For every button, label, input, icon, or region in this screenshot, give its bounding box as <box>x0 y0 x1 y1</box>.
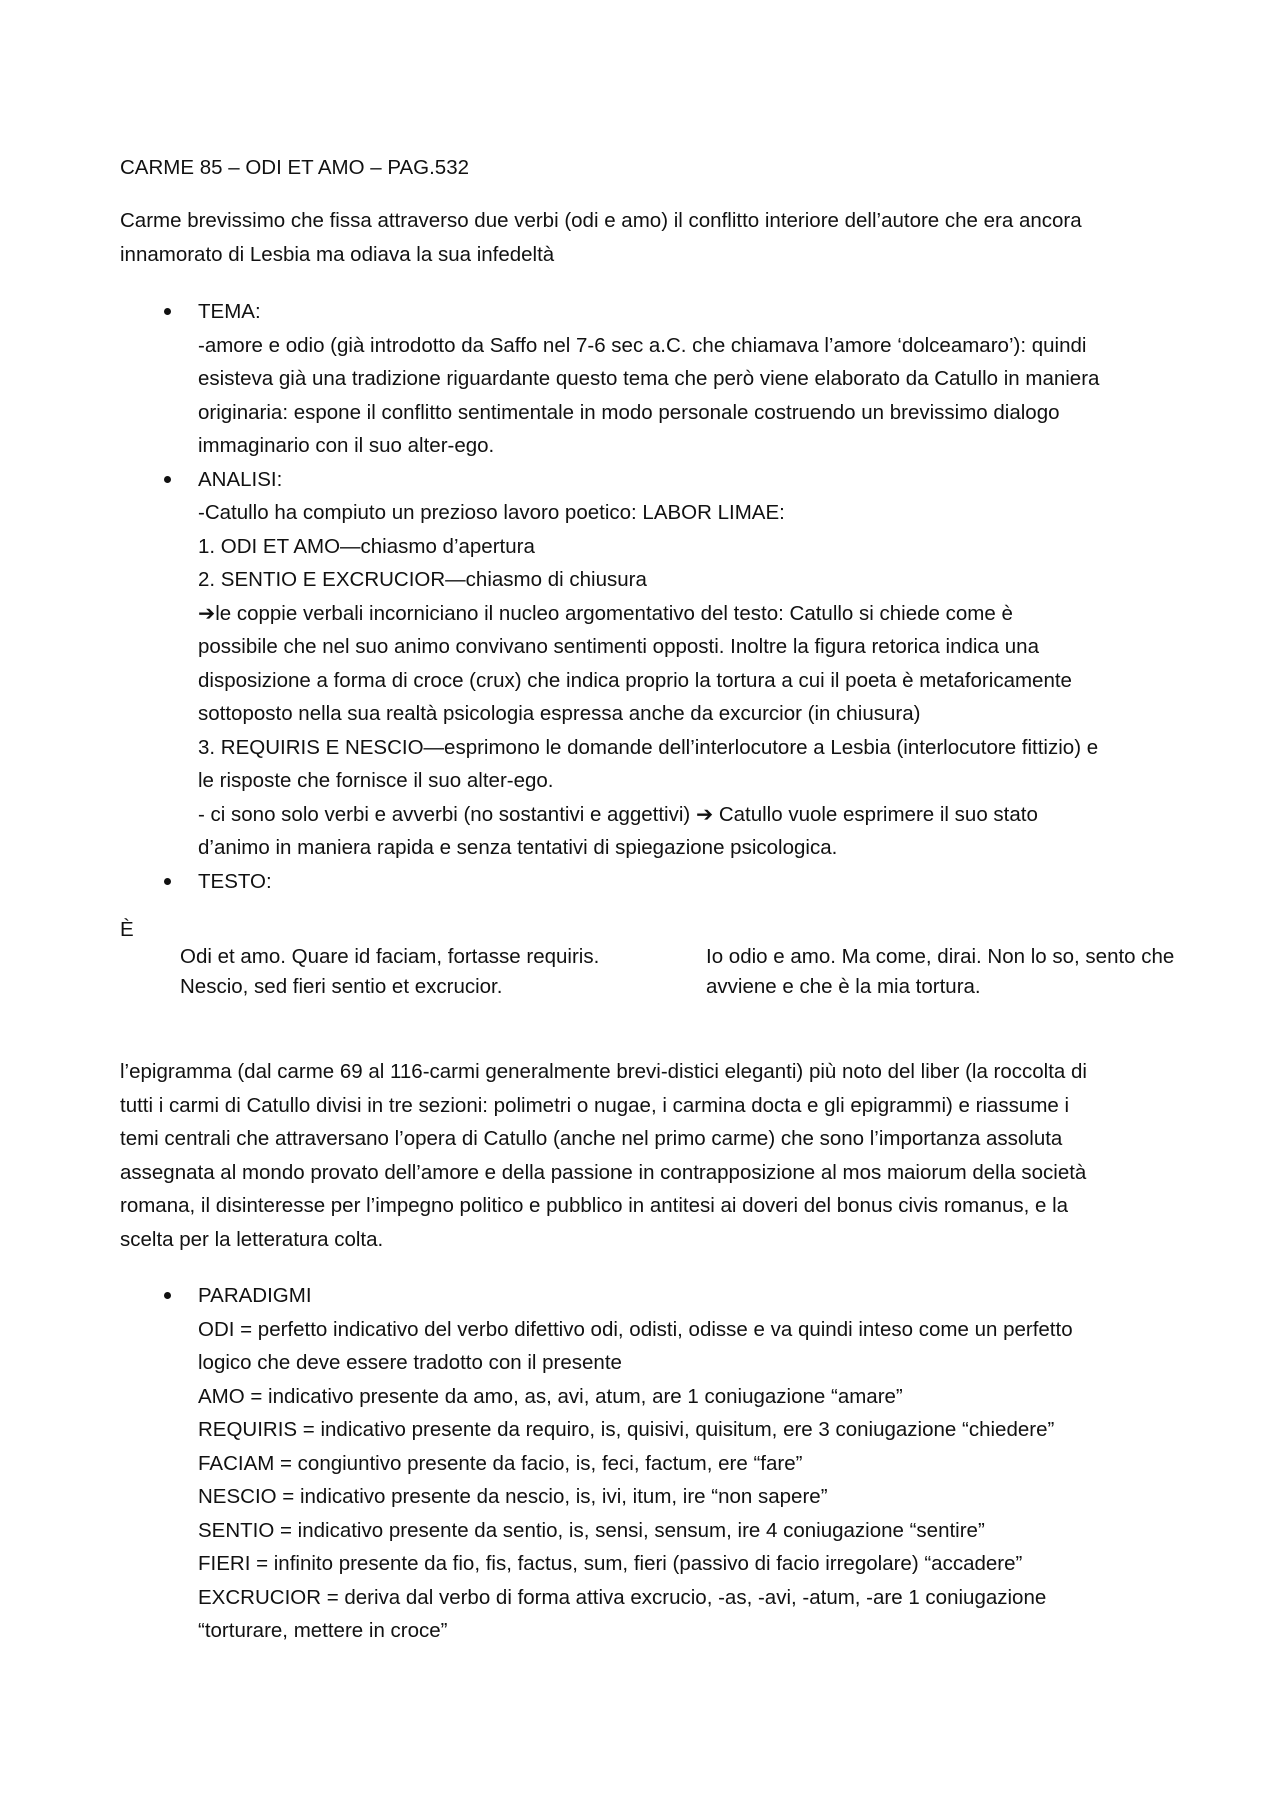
epigram-line: romana, il disinteresse per l’impegno politico e pubblico in antitesi ai doveri del bonus civis romanus, e la <box>120 1194 1069 1217</box>
analisi-line <box>198 798 1180 832</box>
analisi-line: 3. REQUIRIS E NESCIO—esprimono le domande dell’interlocutore a Lesbia (interlocutore fittizio) e <box>198 735 1099 759</box>
analisi-heading: ANALISI: <box>198 467 283 491</box>
analisi-line: 1. ODI ET AMO—chiasmo d’apertura <box>198 534 535 558</box>
paradigm-line: logico che deve essere tradotto con il presente <box>198 1351 622 1374</box>
epigram-line: tutti i carmi di Catullo divisi in tre sezioni: polimetri o nugae, i carmina docta e gli epigrammi) e riassume i <box>120 1093 1070 1117</box>
arrow-right-icon: ➔ <box>695 802 714 826</box>
analisi-line-text: le coppie verbali incorniciano il nucleo argomentativo del testo: Catullo si chiede come è <box>215 601 1013 625</box>
analisi-line: d’animo in maniera rapida e senza tentativi di spiegazione psicologica. <box>198 836 838 859</box>
analisi-line: possibile che nel suo animo convivano sentimenti opposti. Inoltre la figura retorica indica una <box>198 635 1039 658</box>
analisi-line-text: Catullo vuole esprimere il suo stato <box>713 802 1038 826</box>
paradigm-line: FACIAM = congiuntivo presente da facio, is, feci, factum, ere “fare” <box>198 1451 803 1475</box>
analisi-line: le risposte che fornisce il suo alter-ego. <box>198 769 554 792</box>
list-item-paradigmi <box>120 1279 1180 1648</box>
list-item-testo <box>120 865 1180 899</box>
analysis-list <box>120 295 1180 898</box>
paradigms-list <box>120 1279 1180 1648</box>
analisi-line: -Catullo ha compiuto un prezioso lavoro poetico: LABOR LIMAE: <box>198 501 785 524</box>
paradigm-line: SENTIO = indicativo presente da sentio, is, sensi, sensum, ire 4 coniugazione “sentire” <box>198 1518 985 1542</box>
paradigm-line: REQUIRIS = indicativo presente da requiro, is, quisivi, quisitum, ere 3 coniugazione “chiedere” <box>198 1418 1055 1441</box>
analisi-line: disposizione a forma di croce (crux) che indica proprio la tortura a cui il poeta è metaforicamente <box>198 668 1072 692</box>
tema-line: -amore e odio (già introdotto da Saffo nel 7-6 sec a.C. che chiamava l’amore ‘dolceamaro’): quindi <box>198 333 1087 357</box>
epigram-line: l’epigramma (dal carme 69 al 116-carmi generalmente brevi-distici eleganti) più noto del liber (la roccolta di <box>120 1060 1087 1083</box>
italian-translation-column <box>706 942 1206 1001</box>
epigram-line: temi centrali che attraversano l’opera di Catullo (anche nel primo carme) che sono l’importanza assoluta <box>120 1127 1063 1150</box>
paradigm-line: NESCIO = indicativo presente da nescio, is, ivi, itum, ire “non sapere” <box>198 1485 828 1508</box>
tema-line: immaginario con il suo alter-ego. <box>198 434 495 457</box>
stray-character: È <box>120 918 134 941</box>
translation-line: Io odio e amo. Ma come, dirai. Non lo so, sento che <box>706 945 1175 968</box>
latin-text-column <box>180 942 706 1001</box>
analisi-line-text: - ci sono solo verbi e avverbi (no sostantivi e aggettivi) <box>198 802 696 826</box>
list-item-tema <box>120 295 1180 463</box>
paradigm-line: AMO = indicativo presente da amo, as, avi, atum, are 1 coniugazione “amare” <box>198 1384 903 1408</box>
epigram-line: assegnata al mondo provato dell’amore e della passione in contrapposizione al mos maiorum della società <box>120 1160 1087 1184</box>
epigram-line: scelta per la letteratura colta. <box>120 1227 384 1251</box>
paradigm-line: FIERI = infinito presente da fio, fis, factus, sum, fieri (passivo di facio irregolare) “accadere” <box>198 1552 1023 1575</box>
document-title: CARME 85 – ODI ET AMO – PAG.532 <box>120 156 470 179</box>
intro-line: innamorato di Lesbia ma odiava la sua infedeltà <box>120 242 555 266</box>
testo-heading: TESTO: <box>198 869 272 893</box>
list-item-analisi <box>120 463 1180 865</box>
paradigm-line: ODI = perfetto indicativo del verbo difettivo odi, odisti, odisse e va quindi inteso come un perfetto <box>198 1317 1073 1341</box>
latin-verse: Odi et amo. Quare id faciam, fortasse requiris. <box>180 945 600 968</box>
intro-paragraph <box>120 204 1180 271</box>
paradigmi-heading: PARADIGMI <box>198 1284 312 1307</box>
analisi-line: sottoposto nella sua realtà psicologia espressa anche da excurcior (in chiusura) <box>198 702 921 725</box>
tema-line: originaria: espone il conflitto sentimentale in modo personale costruendo un brevissimo dialogo <box>198 400 1060 424</box>
tema-line: esisteva già una tradizione riguardante questo tema che però viene elaborato da Catullo in maniera <box>198 367 1100 390</box>
analisi-line <box>198 597 1180 631</box>
tema-heading: TEMA: <box>198 300 261 323</box>
intro-line: Carme brevissimo che fissa attraverso due verbi (odi e amo) il conflitto interiore dell’autore che era ancora <box>120 209 1082 232</box>
latin-verse: Nescio, sed fieri sentio et excrucior. <box>180 974 503 998</box>
paradigm-line: “torturare, mettere in croce” <box>198 1619 448 1642</box>
translation-line: avviene e che è la mia tortura. <box>706 974 981 998</box>
paradigm-line: EXCRUCIOR = deriva dal verbo di forma attiva excrucio, -as, -avi, -atum, -are 1 coniugazione <box>198 1585 1047 1609</box>
arrow-right-icon: ➔ <box>198 601 216 625</box>
poem-text-table <box>180 942 1210 1001</box>
epigram-paragraph <box>120 1055 1180 1256</box>
analisi-line: 2. SENTIO E EXCRUCIOR—chiasmo di chiusura <box>198 568 647 591</box>
